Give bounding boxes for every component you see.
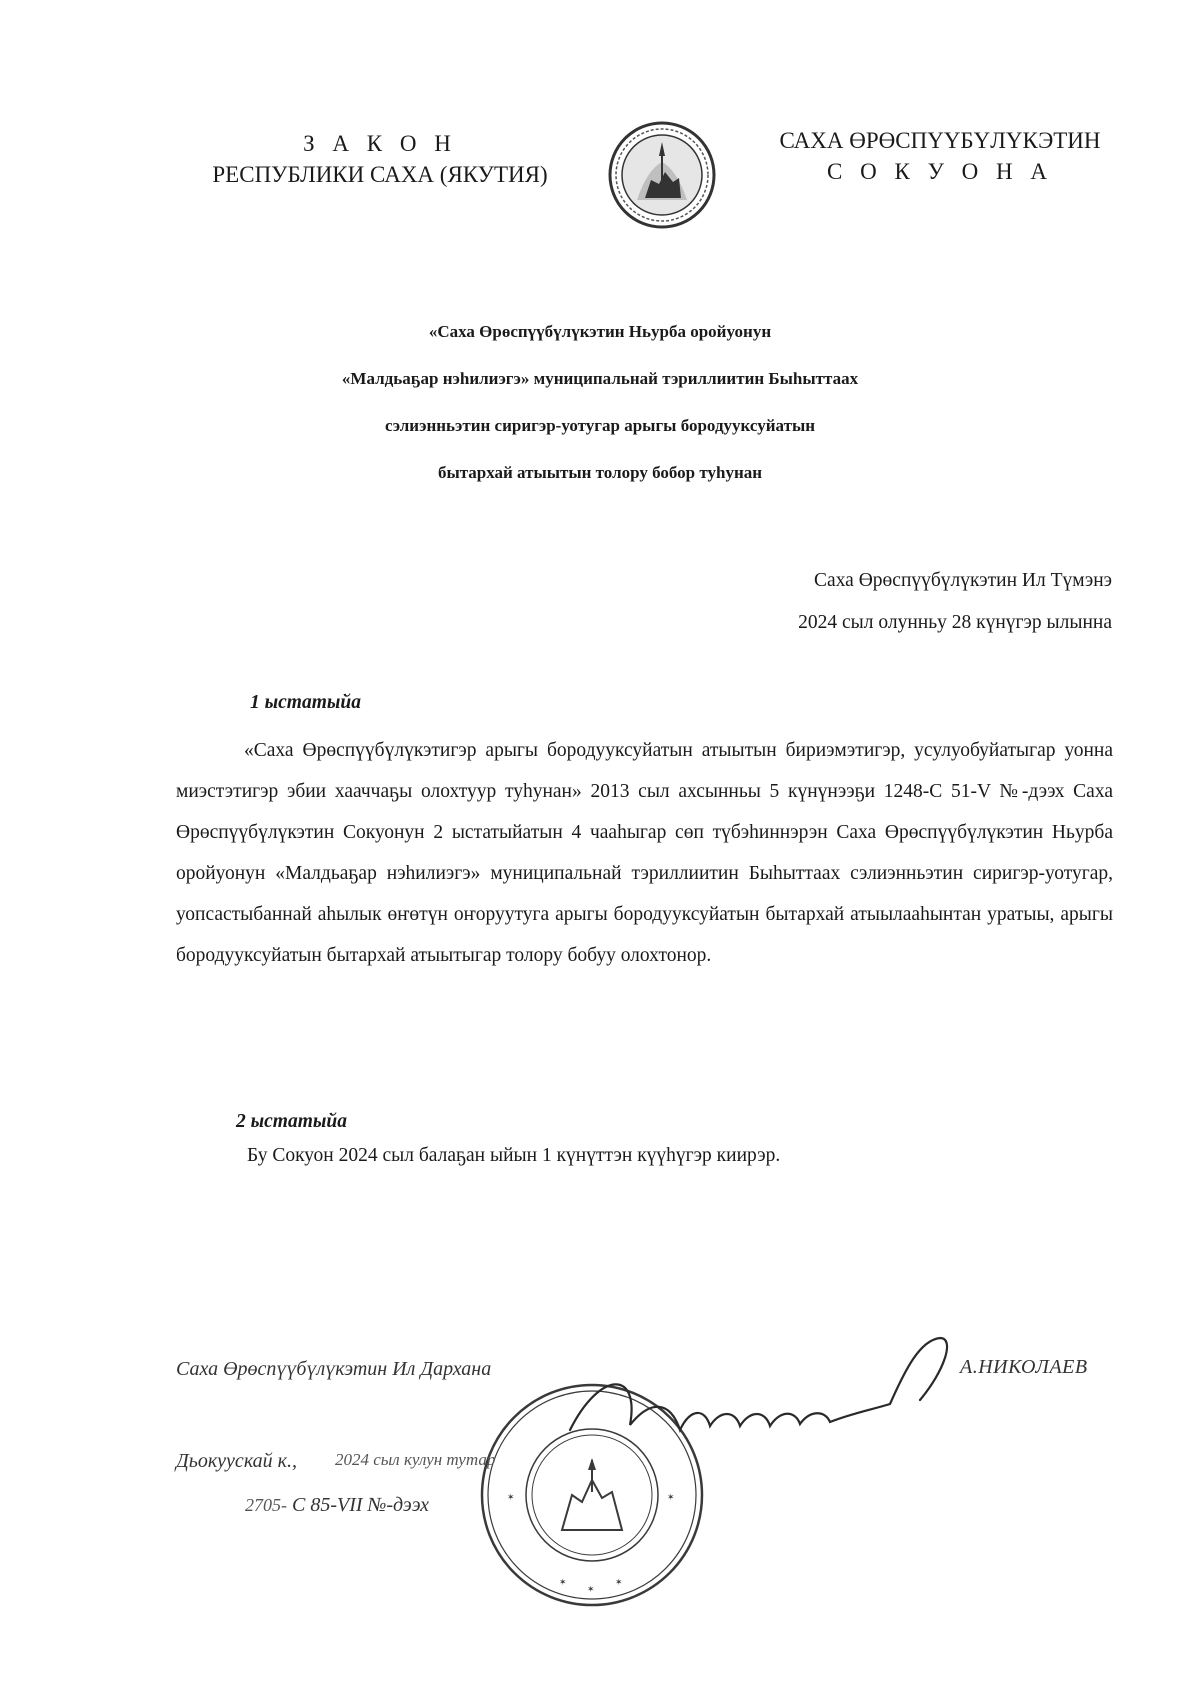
signing-date-handwritten: 2024 сыл кулун тутар — [335, 1450, 496, 1469]
svg-text:✶: ✶ — [667, 1492, 675, 1502]
article-1-text: «Саха Өрөспүүбүлүкэтигэр арыгы бородууксуйатын атыытын бириэмэтигэр, усулуобуйатыгар уонна миэстэтигэр эбии хааччаҕы олохтуур туһунан» 2013 сыл ахсынньы 5 күнүнээҕи 1248-С 51-V №-дээх Саха Өрөспүүбүлүкэтин Сокуонун 2 ыстатыйатын 4 чааһыгар сөп түбэһиннэрэн Саха Өрөспүүбүлүкэтин Ньурба оройуонун «Малдьаҕар нэһилиэгэ» муниципальнай тэриллиитин Быһыттаах сэлиэнньэтин сиригэр-уотугар, уопсастыбаннай аһылык өҥөтүн оҥоруутуга арыгы бородууксуйатын бытархай атыылааһынтан уратыы, арыгы бородууксуйатын бытархай атыытыгар толору бобуу олохтонор. — [176, 740, 1113, 966]
document-title — [160, 308, 1040, 496]
article-1-heading: 1 ыстатыйа — [250, 692, 362, 713]
title-line-2: «Малдьаҕар нэһилиэгэ» муниципальнай тэриллиитин Быһыттаах — [341, 369, 859, 388]
article-2-heading: 2 ыстатыйа — [236, 1111, 348, 1132]
adopted-date: 2024 сыл олунньу 28 күнүгэр ылынна — [798, 612, 1112, 633]
header-law-label: З А К О Н — [303, 131, 457, 156]
header-left — [170, 128, 590, 190]
law-number-printed: С 85-VII №-дээх — [292, 1494, 430, 1516]
header-right — [745, 125, 1135, 187]
signing-place: Дьокуускай к., — [176, 1450, 298, 1472]
handwritten-signature — [560, 1330, 970, 1470]
coat-of-arms-icon — [607, 120, 717, 230]
title-line-3: сэлиэнньэтин сиригэр-уотугар арыгы бородууксуйатын — [384, 416, 816, 435]
law-number-handwritten: 2705- — [245, 1495, 287, 1515]
title-line-4: бытархай атыытын толору бобор туһунан — [437, 463, 763, 482]
svg-text:✶: ✶ — [507, 1492, 515, 1502]
header-republic-label: РЕСПУБЛИКИ САХА (ЯКУТИЯ) — [212, 162, 548, 187]
header-law-sakha-label: С О К У О Н А — [827, 159, 1053, 184]
svg-text:✶: ✶ — [559, 1577, 567, 1587]
header-republic-sakha-label: САХА ӨРӨСПҮҮБҮЛҮКЭТИН — [779, 128, 1101, 153]
svg-text:✶: ✶ — [615, 1577, 623, 1587]
adopted-by: Саха Өрөспүүбүлүкэтин Ил Түмэнэ — [814, 570, 1112, 591]
article-2-text: Бу Сокуон 2024 сыл балаҕан ыйын 1 күнүттэн күүһүгэр киирэр. — [247, 1145, 781, 1166]
title-line-1: «Саха Өрөспүүбүлүкэтин Ньурба оройуонун — [428, 322, 772, 341]
law-number — [245, 1494, 429, 1517]
svg-text:✶: ✶ — [587, 1584, 595, 1594]
signatory-name: А.НИКОЛАЕВ — [960, 1356, 1088, 1378]
adoption-block — [600, 560, 1112, 644]
signatory-title: Саха Өрөспүүбүлүкэтин Ил Дархана — [176, 1358, 492, 1380]
